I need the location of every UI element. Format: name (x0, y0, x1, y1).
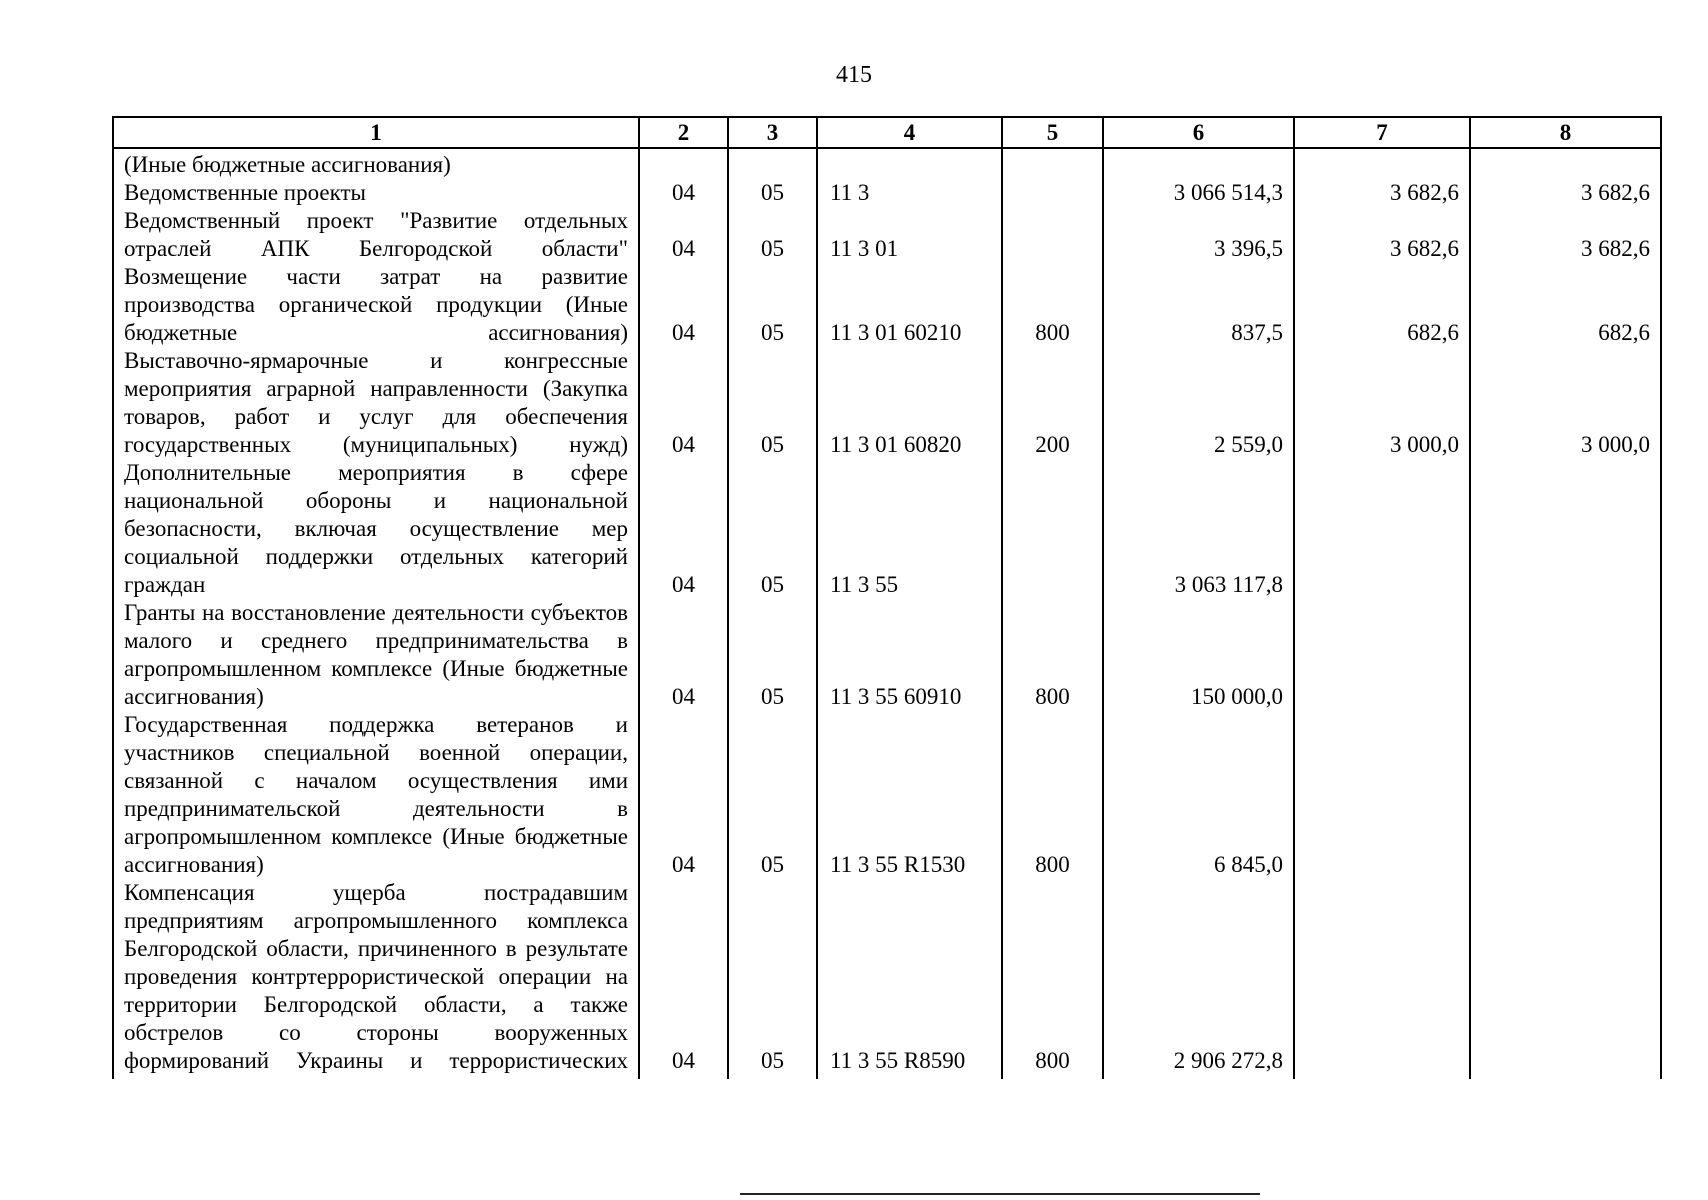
header-col-7: 7 (1294, 117, 1470, 148)
row-name: Компенсация ущерба пострадавшим предприятиям агропромышленного комплекса Белгородской области, причиненного в результате проведения контртеррористической операции на территории Белгородской области, а также обстрелов со стороны вооруженных формирований Украины и террористических (113, 879, 639, 1079)
row-expense-type: 800 (1002, 711, 1103, 879)
bottom-rule (740, 1193, 1260, 1195)
row-amount-8 (1470, 599, 1661, 711)
row-amount-8: 3 000,0 (1470, 347, 1661, 459)
row-amount-7: 3 682,6 (1294, 207, 1470, 263)
row-expense-type (1002, 148, 1103, 179)
row-section: 04 (639, 179, 728, 207)
row-amount-6 (1103, 148, 1294, 179)
row-subsection (728, 148, 817, 179)
row-section: 04 (639, 207, 728, 263)
row-target-article (817, 148, 1002, 179)
row-name: Возмещение части затрат на развитие производства органической продукции (Иные бюджетные ассигнования) (113, 263, 639, 347)
row-name: Ведомственный проект "Развитие отдельных отраслей АПК Белгородской области" (113, 207, 639, 263)
row-section: 04 (639, 347, 728, 459)
table-row (113, 148, 1661, 179)
row-target-article: 11 3 55 (817, 459, 1002, 599)
budget-table (112, 116, 1662, 1079)
row-target-article: 11 3 01 60210 (817, 263, 1002, 347)
row-subsection: 05 (728, 459, 817, 599)
row-amount-6: 837,5 (1103, 263, 1294, 347)
row-target-article: 11 3 55 60910 (817, 599, 1002, 711)
table-row (113, 179, 1661, 207)
row-amount-8: 3 682,6 (1470, 207, 1661, 263)
row-target-article: 11 3 01 60820 (817, 347, 1002, 459)
header-col-4: 4 (817, 117, 1002, 148)
row-amount-6: 2 906 272,8 (1103, 879, 1294, 1079)
row-amount-7 (1294, 148, 1470, 179)
row-name: Государственная поддержка ветеранов и участников специальной военной операции, связанной с началом осуществления ими предпринимательской деятельности в агропромышленном комплексе (Иные бюджетные ассигнования) (113, 711, 639, 879)
row-name: Ведомственные проекты (113, 179, 639, 207)
row-name: Дополнительные мероприятия в сфере национальной обороны и национальной безопасности, включая осуществление мер социальной поддержки отдельных категорий граждан (113, 459, 639, 599)
table-row (113, 459, 1661, 599)
table-header (113, 117, 1661, 148)
row-expense-type (1002, 179, 1103, 207)
row-amount-6: 2 559,0 (1103, 347, 1294, 459)
row-amount-8 (1470, 711, 1661, 879)
header-col-8: 8 (1470, 117, 1661, 148)
row-name: (Иные бюджетные ассигнования) (113, 148, 639, 179)
row-amount-8 (1470, 459, 1661, 599)
table-row (113, 263, 1661, 347)
row-section: 04 (639, 599, 728, 711)
table-row (113, 711, 1661, 879)
row-amount-6: 3 396,5 (1103, 207, 1294, 263)
header-col-6: 6 (1103, 117, 1294, 148)
row-amount-7 (1294, 599, 1470, 711)
row-expense-type: 800 (1002, 263, 1103, 347)
row-expense-type: 800 (1002, 599, 1103, 711)
row-subsection: 05 (728, 179, 817, 207)
row-target-article: 11 3 (817, 179, 1002, 207)
row-expense-type (1002, 459, 1103, 599)
row-amount-6: 6 845,0 (1103, 711, 1294, 879)
table-row (113, 879, 1661, 1079)
row-subsection: 05 (728, 599, 817, 711)
row-section: 04 (639, 711, 728, 879)
row-amount-7 (1294, 879, 1470, 1079)
row-target-article: 11 3 55 R1530 (817, 711, 1002, 879)
table-body (113, 148, 1661, 1079)
header-col-1: 1 (113, 117, 639, 148)
row-amount-8 (1470, 879, 1661, 1079)
row-section (639, 148, 728, 179)
row-expense-type: 200 (1002, 347, 1103, 459)
row-amount-7: 682,6 (1294, 263, 1470, 347)
row-name: Гранты на восстановление деятельности субъектов малого и среднего предпринимательства в агропромышленном комплексе (Иные бюджетные ассигнования) (113, 599, 639, 711)
row-section: 04 (639, 879, 728, 1079)
row-expense-type: 800 (1002, 879, 1103, 1079)
row-expense-type (1002, 207, 1103, 263)
row-amount-8 (1470, 148, 1661, 179)
row-amount-7 (1294, 711, 1470, 879)
row-amount-7 (1294, 459, 1470, 599)
table-row (113, 599, 1661, 711)
row-amount-7: 3 682,6 (1294, 179, 1470, 207)
row-amount-6: 150 000,0 (1103, 599, 1294, 711)
row-amount-8: 682,6 (1470, 263, 1661, 347)
row-subsection: 05 (728, 347, 817, 459)
row-amount-6: 3 063 117,8 (1103, 459, 1294, 599)
row-amount-8: 3 682,6 (1470, 179, 1661, 207)
header-col-5: 5 (1002, 117, 1103, 148)
table-row (113, 347, 1661, 459)
row-subsection: 05 (728, 263, 817, 347)
row-name: Выставочно-ярмарочные и конгрессные мероприятия аграрной направленности (Закупка товаров, работ и услуг для обеспечения государственных (муниципальных) нужд) (113, 347, 639, 459)
header-col-2: 2 (639, 117, 728, 148)
row-subsection: 05 (728, 207, 817, 263)
row-target-article: 11 3 55 R8590 (817, 879, 1002, 1079)
row-section: 04 (639, 263, 728, 347)
row-amount-7: 3 000,0 (1294, 347, 1470, 459)
row-section: 04 (639, 459, 728, 599)
row-target-article: 11 3 01 (817, 207, 1002, 263)
row-subsection: 05 (728, 879, 817, 1079)
row-amount-6: 3 066 514,3 (1103, 179, 1294, 207)
table-row (113, 207, 1661, 263)
header-col-3: 3 (728, 117, 817, 148)
page-number: 415 (836, 62, 872, 88)
row-subsection: 05 (728, 711, 817, 879)
